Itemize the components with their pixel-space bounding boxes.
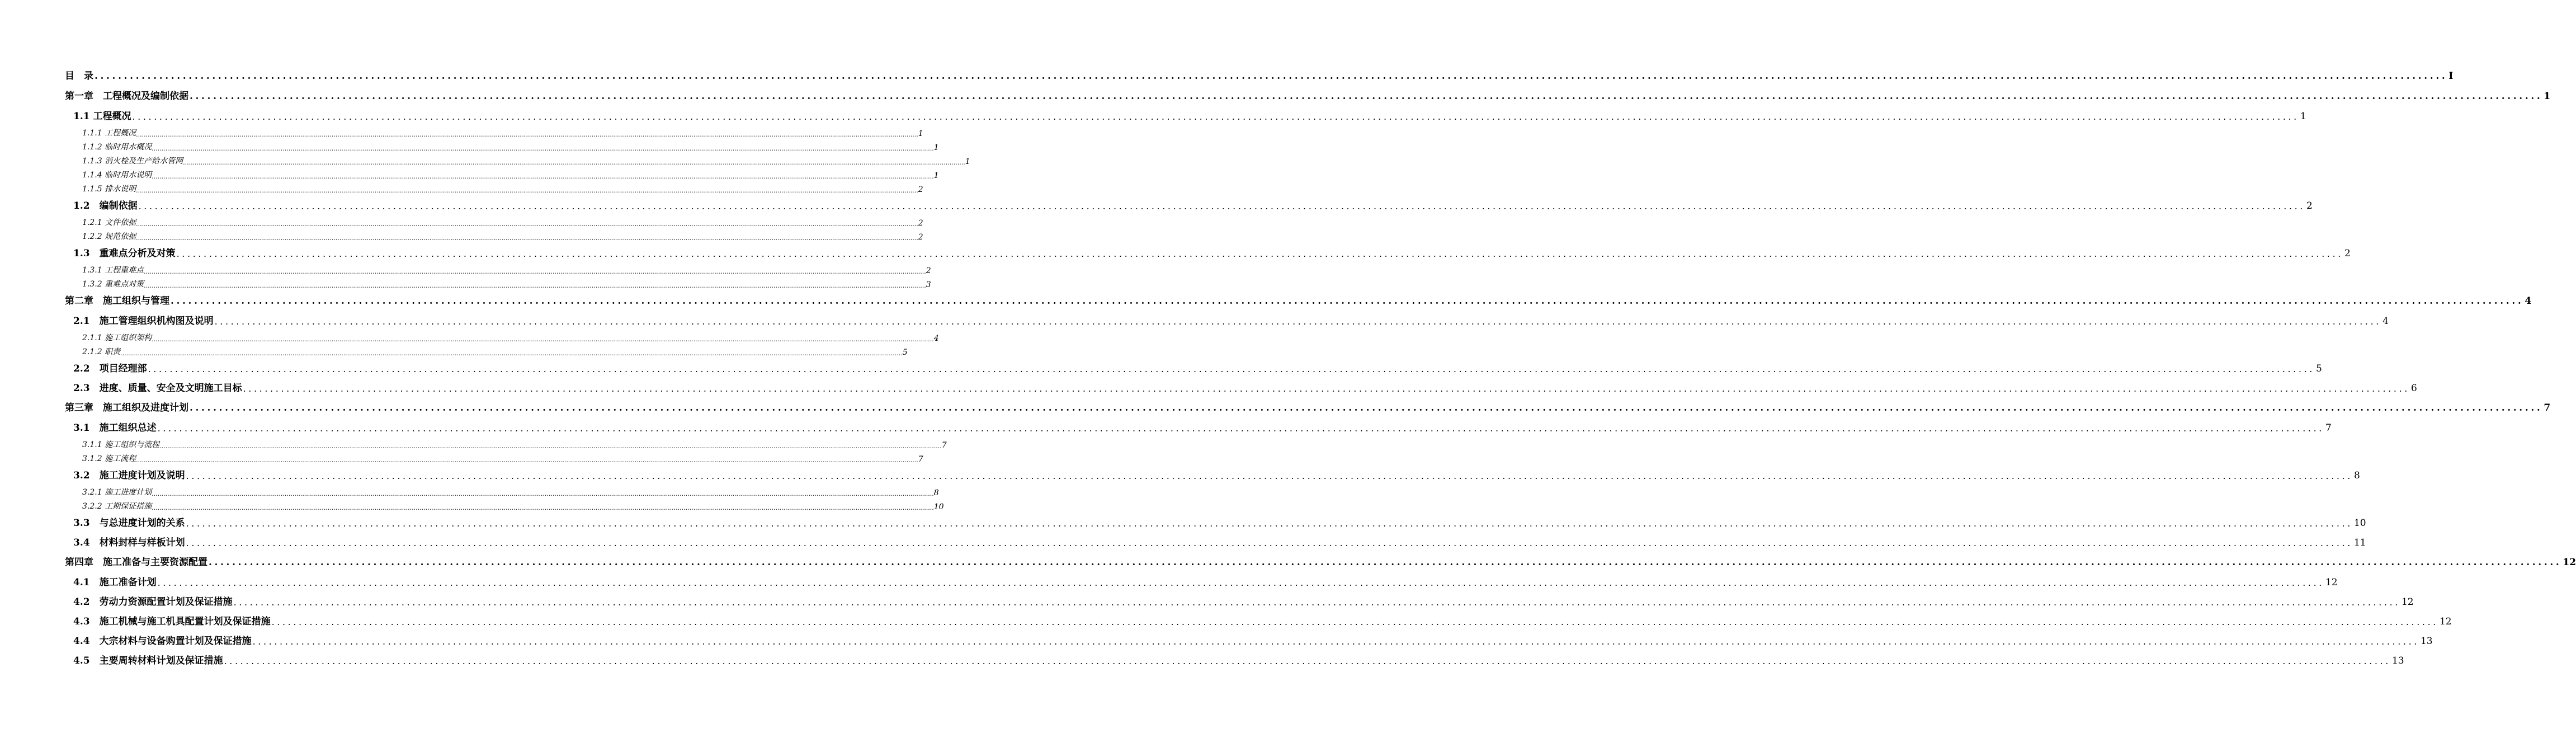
toc-entry-title: 1.1.3 消火栓及生产给水管网: [82, 157, 183, 166]
toc-entry-level-1[interactable]: [65, 556, 2576, 568]
toc-entry-title: 2.1.1 施工组织架构: [82, 333, 152, 342]
toc-dot-leader: ................................................................................................................................................................................................................................................................................................................................................................................................................: [209, 557, 2562, 568]
toc-entry-level-3[interactable]: [82, 454, 923, 464]
toc-page-number: 1: [2300, 111, 2306, 122]
toc-page-number: 5: [902, 348, 908, 357]
toc-entry-level-3[interactable]: [82, 171, 939, 180]
toc-page-number: 1: [933, 171, 939, 180]
toc-dot-leader: ................................................................................................................................................................................................................................................................................................................................................................................................................: [95, 70, 2448, 82]
toc-entry-title: 1.3.2 重难点对策: [82, 280, 144, 289]
toc-entry-title: 4.1 施工准备计划: [73, 577, 157, 588]
toc-entry-level-3[interactable]: [82, 266, 931, 275]
toc-page-number: 12: [2563, 557, 2576, 568]
toc-page-number: 1: [918, 129, 923, 138]
toc-entry-level-1[interactable]: [65, 401, 2551, 413]
toc-dot-leader: ................................................................................................................................................................................................................................................................................................................................................................................................................: [144, 268, 926, 275]
toc-dot-leader: ................................................................................................................................................................................................................................................................................................................................................................................................................: [148, 364, 2315, 374]
toc-page-number: 4: [933, 334, 939, 343]
toc-entry-level-2[interactable]: [73, 516, 2366, 529]
toc-dot-leader: ................................................................................................................................................................................................................................................................................................................................................................................................................: [157, 423, 2324, 434]
toc-dot-leader: ................................................................................................................................................................................................................................................................................................................................................................................................................: [190, 91, 2543, 102]
toc-entry-title: 1.2.1 文件依据: [82, 218, 136, 227]
toc-dot-leader: ................................................................................................................................................................................................................................................................................................................................................................................................................: [186, 518, 2353, 529]
toc-dot-leader: ................................................................................................................................................................................................................................................................................................................................................................................................................: [152, 173, 934, 180]
toc-entry-level-3[interactable]: [82, 232, 923, 242]
toc-entry-level-2[interactable]: [73, 110, 2306, 122]
toc-entry-title: 2.1 施工管理组织机构图及说明: [73, 316, 214, 327]
toc-page-number: 11: [2353, 537, 2366, 548]
toc-entry-level-3[interactable]: [82, 129, 923, 138]
toc-page-number: 8: [933, 488, 939, 497]
toc-entry-level-2[interactable]: [73, 421, 2332, 434]
toc-entry-title: 1.1.2 临时用水概况: [82, 143, 152, 152]
toc-dot-leader: ................................................................................................................................................................................................................................................................................................................................................................................................................: [157, 577, 2324, 588]
toc-page-number: 13: [2391, 655, 2404, 666]
toc-entry-title: 3.1.1 施工组织与流程: [82, 440, 160, 449]
toc-entry-title: 1.3.1 工程重难点: [82, 266, 144, 275]
toc-entry-level-3[interactable]: [82, 157, 970, 166]
toc-dot-leader: ................................................................................................................................................................................................................................................................................................................................................................................................................: [132, 111, 2299, 122]
toc-entry-title: 1.1.4 临时用水说明: [82, 171, 152, 180]
toc-entry-level-2[interactable]: [73, 615, 2452, 627]
toc-page-number: 2: [918, 219, 923, 228]
toc-page-number: 10: [2353, 518, 2366, 529]
toc-page-number: 7: [2544, 402, 2551, 413]
toc-entry-title: 4.5 主要周转材料计划及保证措施: [73, 655, 223, 666]
toc-page-number: 2: [918, 185, 923, 194]
toc-entry-title: 3.4 材料封样与样板计划: [73, 537, 185, 548]
toc-entry-title: 1.2.2 规范依据: [82, 232, 136, 241]
toc-entry-level-2[interactable]: [73, 536, 2366, 548]
toc-entry-title: 3.1 施工组织总述: [73, 422, 157, 434]
toc-entry-level-2[interactable]: [73, 595, 2414, 608]
toc-page-number: 8: [2353, 470, 2360, 481]
toc-entry-title: 3.2 施工进度计划及说明: [73, 470, 185, 481]
toc-page-number: 7: [2325, 422, 2332, 434]
toc-entry-title: 2.3 进度、质量、安全及文明施工目标: [73, 383, 242, 394]
toc-entry-level-2[interactable]: [73, 247, 2351, 259]
toc-dot-leader: ................................................................................................................................................................................................................................................................................................................................................................................................................: [233, 597, 2400, 608]
toc-dot-leader: ................................................................................................................................................................................................................................................................................................................................................................................................................: [136, 187, 918, 194]
toc-dot-leader: ................................................................................................................................................................................................................................................................................................................................................................................................................: [224, 656, 2391, 666]
toc-dot-leader: ................................................................................................................................................................................................................................................................................................................................................................................................................: [152, 145, 934, 152]
toc-entry-title: 第一章 工程概况及编制依据: [65, 91, 188, 102]
toc-dot-leader: ................................................................................................................................................................................................................................................................................................................................................................................................................: [214, 316, 2381, 327]
toc-entry-title: 4.2 劳动力资源配置计划及保证措施: [73, 596, 233, 608]
toc-page-number: 12: [2325, 577, 2338, 588]
toc-dot-leader: ................................................................................................................................................................................................................................................................................................................................................................................................................: [136, 234, 918, 242]
toc-entry-title: 1.1.5 排水说明: [82, 185, 136, 194]
toc-dot-leader: ................................................................................................................................................................................................................................................................................................................................................................................................................: [136, 131, 918, 138]
toc-page-number: 12: [2439, 616, 2452, 627]
toc-entry-title: 4.4 大宗材料与设备购置计划及保证措施: [73, 636, 252, 647]
toc-page-number: 1: [965, 157, 970, 166]
toc-entry-level-2[interactable]: [73, 654, 2404, 666]
toc-page-number: 4: [2382, 316, 2389, 327]
toc-entry-level-3[interactable]: [82, 280, 931, 289]
toc-dot-leader: ................................................................................................................................................................................................................................................................................................................................................................................................................: [136, 220, 918, 228]
toc-page-number: 5: [2315, 363, 2322, 374]
toc-entry-title: 目 录: [65, 70, 93, 82]
toc-entry-level-1[interactable]: [65, 90, 2551, 102]
toc-entry-level-2[interactable]: [73, 576, 2338, 588]
toc-entry-title: 1.1 工程概况: [73, 111, 131, 122]
toc-entry-level-1[interactable]: [65, 69, 2454, 82]
toc-entry-title: 2.1.2 职责: [82, 347, 121, 356]
toc-entry-title: 3.3 与总进度计划的关系: [73, 518, 185, 529]
toc-entry-level-2[interactable]: [73, 314, 2389, 327]
toc-entry-title: 3.1.2 施工流程: [82, 454, 136, 463]
toc-entry-level-2[interactable]: [73, 634, 2433, 647]
toc-entry-level-2[interactable]: [73, 469, 2360, 481]
toc-entry-title: 4.3 施工机械与施工机具配置计划及保证措施: [73, 616, 271, 627]
toc-entry-level-1[interactable]: [65, 294, 2532, 307]
toc-entry-title: 1.1.1 工程概况: [82, 129, 136, 138]
toc-page-number: I: [2448, 70, 2454, 82]
toc-entry-level-2[interactable]: [73, 199, 2313, 212]
toc-dot-leader: ................................................................................................................................................................................................................................................................................................................................................................................................................: [176, 248, 2343, 259]
toc-page-number: 1: [933, 143, 939, 152]
toc-page-number: 10: [933, 502, 944, 511]
toc-dot-leader: ................................................................................................................................................................................................................................................................................................................................................................................................................: [144, 282, 926, 289]
toc-dot-leader: ................................................................................................................................................................................................................................................................................................................................................................................................................: [190, 402, 2543, 413]
toc-entry-title: 3.2.2 工期保证措施: [82, 502, 152, 511]
toc-entry-title: 第三章 施工组织及进度计划: [65, 402, 188, 413]
toc-entry-level-3[interactable]: [82, 333, 939, 343]
toc-entry-level-3[interactable]: [82, 502, 944, 511]
toc-dot-leader: ................................................................................................................................................................................................................................................................................................................................................................................................................: [152, 336, 934, 343]
toc-entry-title: 第四章 施工准备与主要资源配置: [65, 557, 207, 568]
toc-dot-leader: ................................................................................................................................................................................................................................................................................................................................................................................................................: [183, 159, 965, 166]
toc-page-number: 7: [918, 455, 923, 464]
toc-page-number: 6: [2410, 383, 2417, 394]
toc-dot-leader: ................................................................................................................................................................................................................................................................................................................................................................................................................: [152, 504, 934, 511]
toc-dot-leader: ................................................................................................................................................................................................................................................................................................................................................................................................................: [186, 471, 2353, 481]
toc-dot-leader: ................................................................................................................................................................................................................................................................................................................................................................................................................: [120, 350, 903, 357]
toc-dot-leader: ................................................................................................................................................................................................................................................................................................................................................................................................................: [138, 201, 2305, 212]
toc-page-number: 12: [2401, 596, 2414, 608]
toc-entry-level-3[interactable]: [82, 488, 939, 497]
toc-page-number: 2: [926, 266, 931, 275]
toc-page-number: 4: [2525, 295, 2532, 307]
toc-page-number: 2: [2344, 248, 2351, 259]
toc-entry-title: 1.2 编制依据: [73, 200, 138, 212]
toc-entry-level-3[interactable]: [82, 347, 908, 357]
toc-entry-level-2[interactable]: [73, 382, 2417, 394]
toc-entry-level-3[interactable]: [82, 440, 947, 450]
toc-page-number: 7: [941, 441, 947, 450]
toc-dot-leader: ................................................................................................................................................................................................................................................................................................................................................................................................................: [271, 617, 2438, 627]
toc-entry-level-3[interactable]: [82, 185, 923, 194]
toc-dot-leader: ................................................................................................................................................................................................................................................................................................................................................................................................................: [171, 295, 2524, 307]
toc-dot-leader: ................................................................................................................................................................................................................................................................................................................................................................................................................: [159, 443, 942, 450]
toc-page-number: 2: [2306, 200, 2313, 212]
toc-entry-title: 1.3 重难点分析及对策: [73, 248, 176, 259]
toc-entry-title: 第二章 施工组织与管理: [65, 295, 169, 307]
toc-entry-level-3[interactable]: [82, 218, 923, 228]
toc-page-number: 2: [918, 233, 923, 242]
toc-entry-level-2[interactable]: [73, 362, 2322, 374]
toc-dot-leader: ................................................................................................................................................................................................................................................................................................................................................................................................................: [136, 457, 918, 464]
toc-page-number: 1: [2544, 91, 2551, 102]
toc-dot-leader: ................................................................................................................................................................................................................................................................................................................................................................................................................: [186, 538, 2353, 548]
toc-page-number: 3: [926, 280, 931, 289]
toc-dot-leader: ................................................................................................................................................................................................................................................................................................................................................................................................................: [252, 636, 2419, 647]
toc-entry-title: 2.2 项目经理部: [73, 363, 147, 374]
toc-page-number: 13: [2420, 636, 2433, 647]
toc-dot-leader: ................................................................................................................................................................................................................................................................................................................................................................................................................: [243, 383, 2410, 394]
toc-dot-leader: ................................................................................................................................................................................................................................................................................................................................................................................................................: [152, 490, 934, 497]
toc-entry-title: 3.2.1 施工进度计划: [82, 488, 152, 497]
toc-entry-level-3[interactable]: [82, 143, 939, 152]
